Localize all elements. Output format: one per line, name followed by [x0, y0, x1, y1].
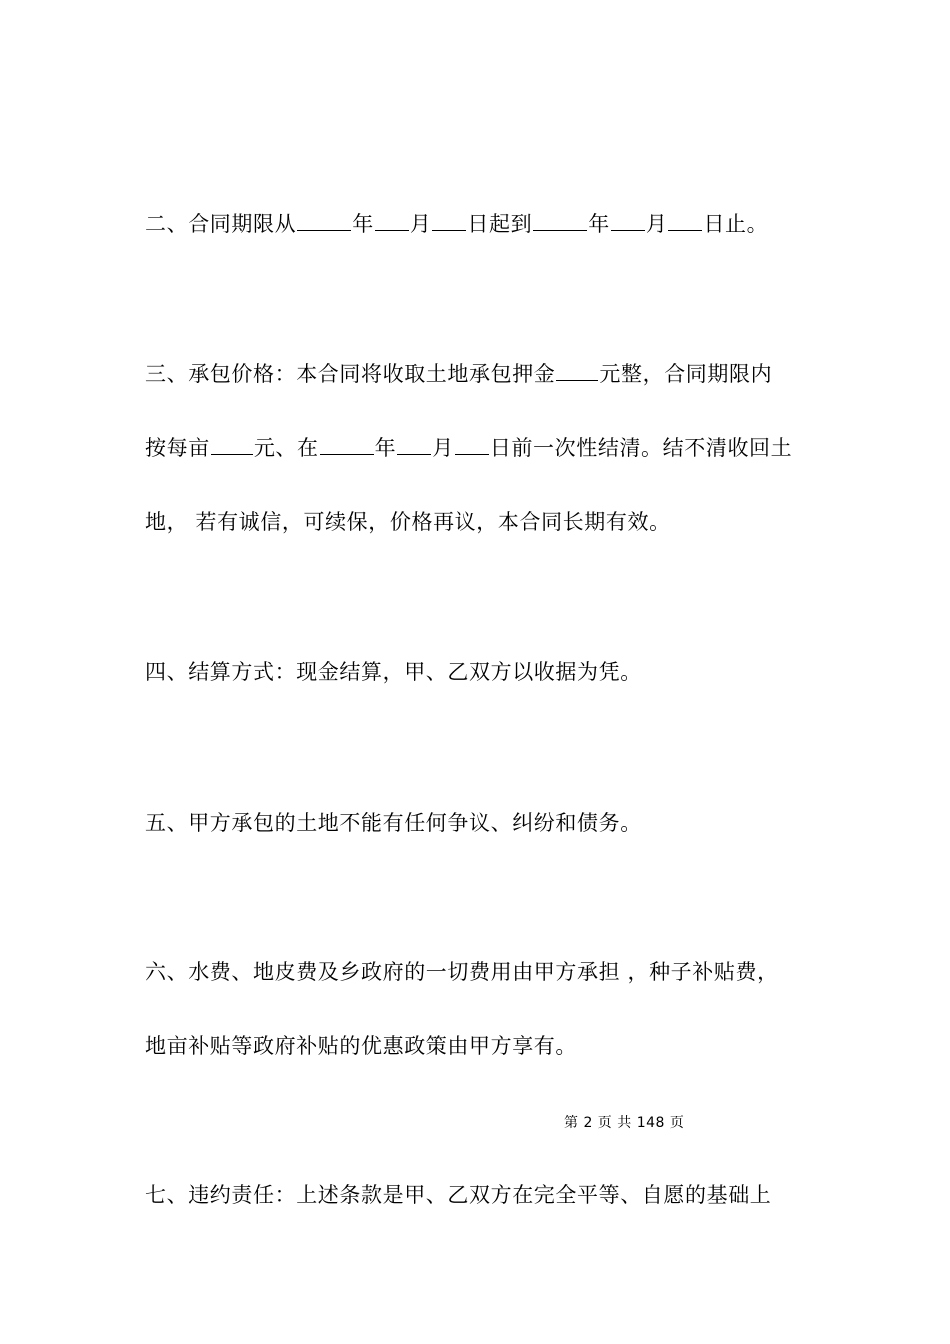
clause-5-land-disputes: 五、甲方承包的土地不能有任何争议、纠纷和债务。: [145, 811, 642, 835]
clause-6-line-2: 地亩补贴等政府补贴的优惠政策由甲方享有。: [145, 1034, 577, 1058]
start-year-label: 年: [352, 212, 374, 236]
pay-year-blank: [320, 434, 374, 455]
start-year-blank: [297, 210, 351, 231]
end-month-blank: [611, 210, 645, 231]
clause-3-line-2: [145, 433, 792, 463]
pay-month-blank: [397, 434, 431, 455]
pay-day-blank: [455, 434, 489, 455]
per-mu-label: 按每亩: [145, 436, 210, 460]
start-day-blank: [432, 210, 466, 231]
clause-3-line-1-suffix: 元整，合同期限内: [599, 362, 773, 386]
clause-2-prefix: 二、合同期限从: [145, 212, 297, 236]
clause-2-term: [145, 209, 768, 239]
end-year-blank: [533, 210, 587, 231]
per-mu-price-blank: [211, 434, 253, 455]
clause-3-line-3: 地， 若有诚信，可续保，价格再议，本合同长期有效。: [145, 510, 671, 534]
start-month-label: 月: [409, 212, 432, 236]
deposit-blank: [556, 360, 598, 381]
pay-month-label: 月: [432, 436, 454, 460]
yuan-at-label: 元、在: [253, 436, 319, 460]
end-day-label: 日止。: [703, 212, 769, 236]
clause-3-line-2-suffix: 日前一次性结清。结不清收回土: [489, 436, 793, 460]
start-month-blank: [375, 210, 409, 231]
end-day-blank: [668, 210, 702, 231]
clause-4-settlement: 四、结算方式：现金结算，甲、乙双方以收据为凭。: [145, 660, 642, 684]
pay-year-label: 年: [374, 436, 397, 460]
end-year-label: 年: [588, 212, 610, 236]
page-number-footer: 第 2 页 共 148 页: [564, 1115, 685, 1131]
end-month-label: 月: [645, 212, 668, 236]
clause-3-line-1: [145, 359, 772, 389]
clause-7-liability: 七、违约责任：上述条款是甲、乙双方在完全平等、自愿的基础上: [145, 1183, 772, 1207]
clause-3-prefix: 三、承包价格：本合同将收取土地承包押金: [145, 362, 556, 386]
start-day-label: 日起到: [467, 212, 533, 236]
clause-6-line-1: 六、水费、地皮费及乡政府的一切费用由甲方承担 ，种子补贴费，: [145, 960, 779, 984]
